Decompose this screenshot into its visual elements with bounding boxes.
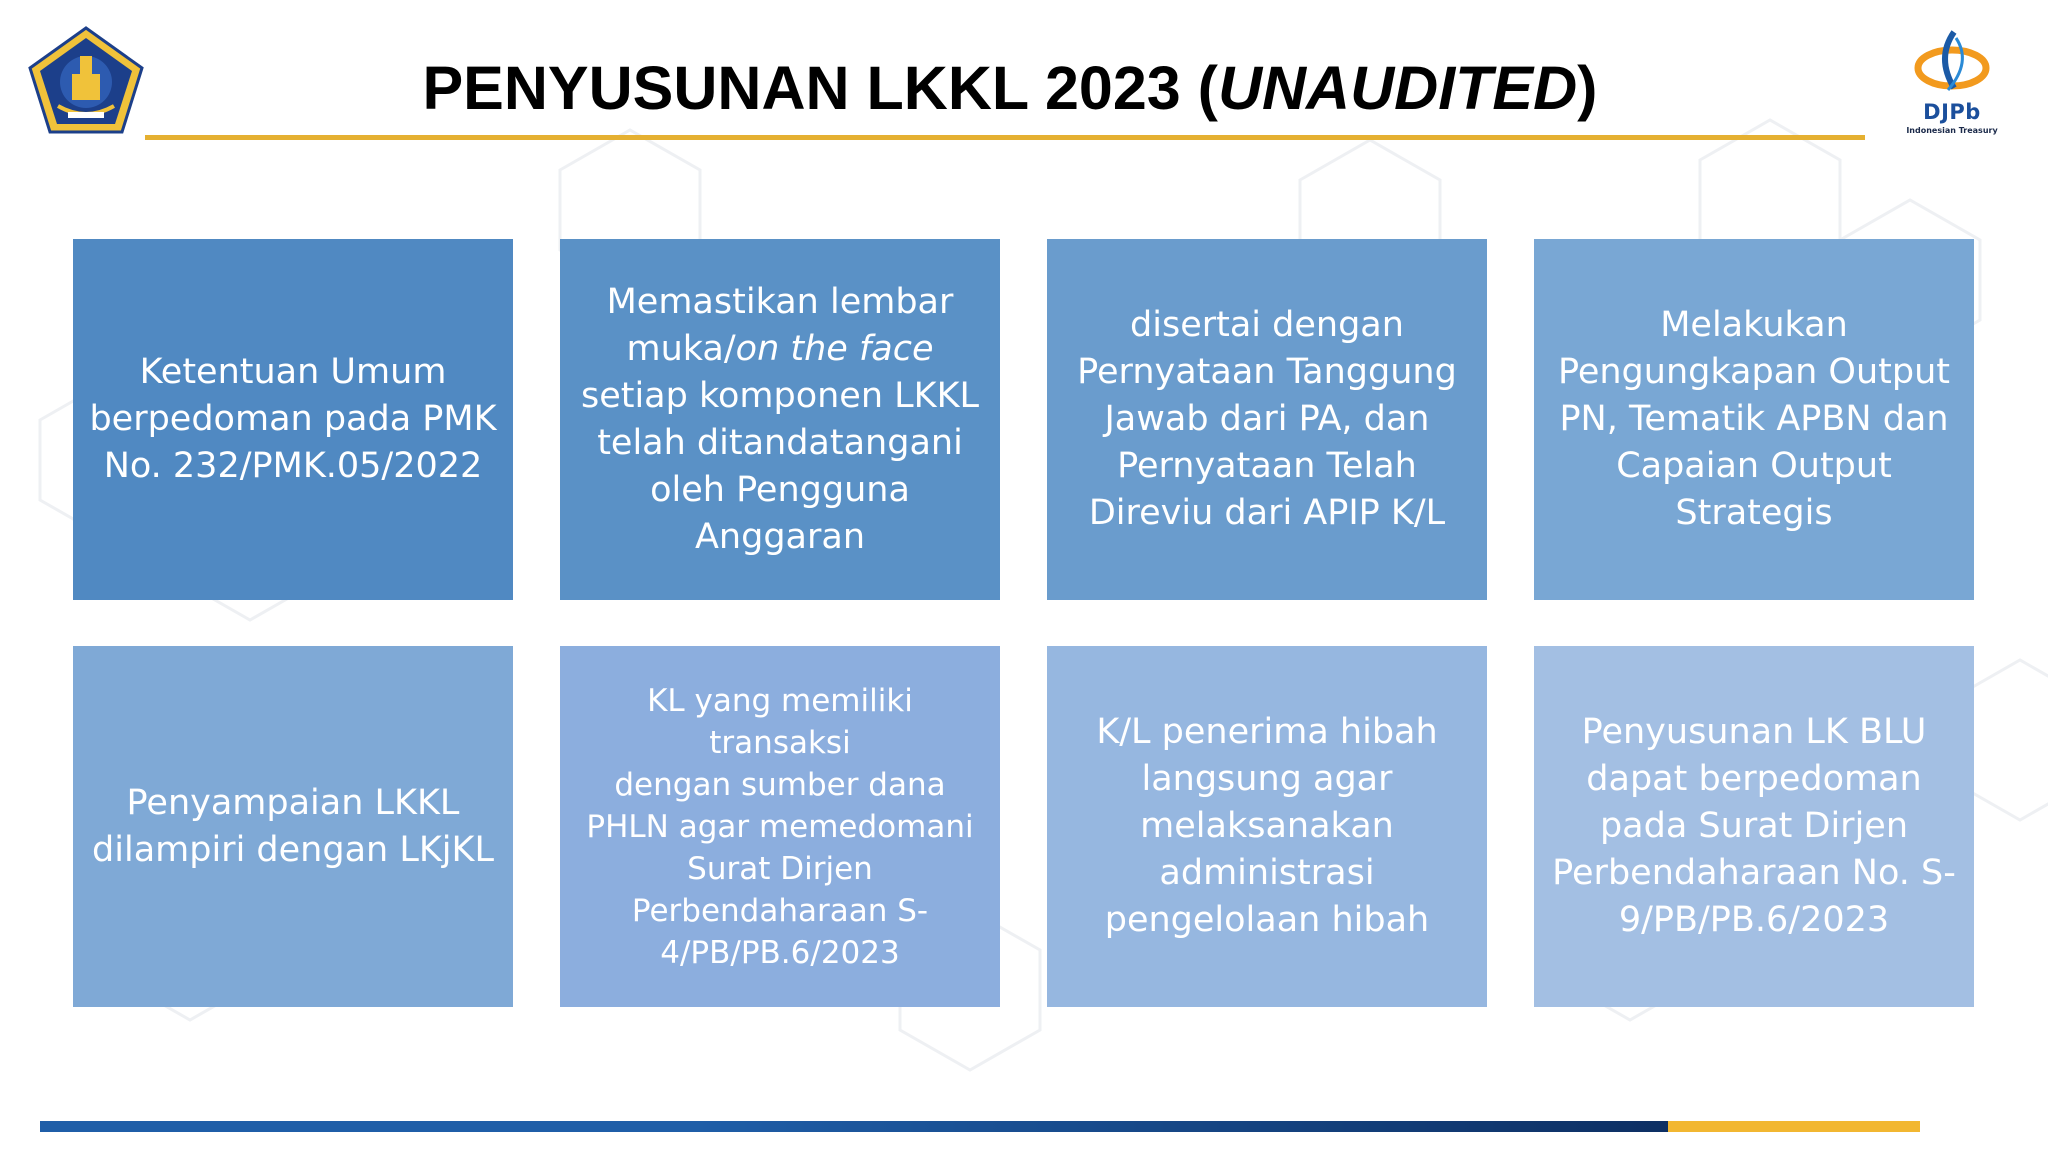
card-text-line: disertai dengan: [1130, 305, 1404, 345]
card-text-line: telah ditandatangani: [597, 422, 963, 463]
card-text-line: berpedoman pada PMK: [89, 399, 497, 439]
card-text-line: Perbendaharaan S-: [631, 892, 929, 929]
card-text-line: Ketentuan Umum: [139, 352, 447, 392]
card-text-line: PHLN agar memedomani: [586, 808, 974, 845]
footer-bar-gold: [1668, 1121, 1920, 1132]
kemenkeu-emblem-icon: [28, 26, 144, 134]
card-lk-blu: [1534, 646, 1974, 1007]
card-text-line: pada Surat Dirjen: [1599, 806, 1909, 846]
djpb-logo: [1896, 28, 2008, 138]
card-text-line: Pernyataan Tanggung: [1077, 352, 1457, 392]
card-text-line: Pernyataan Telah: [1117, 446, 1417, 486]
djpb-logo-subtext: Indonesian Treasury: [1906, 126, 1998, 135]
card-phln: [560, 646, 1000, 1007]
card-text-line: Pengungkapan Output: [1557, 352, 1951, 392]
card-text-line: PN, Tematik APBN dan: [1559, 399, 1949, 439]
card-text-line-mixed: [581, 326, 979, 373]
footer-bar-blue: [40, 1121, 1668, 1132]
card-text-line: dapat berpedoman: [1586, 759, 1922, 799]
card-text-line: Anggaran: [694, 516, 866, 557]
card-hibah-langsung: [1047, 646, 1487, 1007]
card-penyampaian-lkkl: [73, 646, 513, 1007]
card-text-line: Strategis: [1675, 493, 1833, 533]
card-text-line: administrasi: [1159, 853, 1375, 893]
djpb-logo-icon: [1896, 28, 2008, 98]
card-text-line: Surat Dirjen: [687, 850, 873, 887]
card-text-line: pengelolaan hibah: [1104, 900, 1430, 940]
card-text-line: K/L penerima hibah: [1096, 712, 1438, 752]
card-text-line: No. 232/PMK.05/2022: [103, 446, 483, 486]
card-lembar-muka: [560, 239, 1000, 600]
card-text-line: Capaian Output: [1616, 446, 1892, 486]
card-text-line: 4/PB/PB.6/2023: [660, 934, 900, 971]
djpb-logo-text: DJPb: [1923, 100, 1981, 124]
card-text-line: Penyusunan LK BLU: [1581, 712, 1927, 752]
slide-title: [150, 52, 1870, 124]
card-text-line: langsung agar: [1141, 759, 1393, 799]
card-text-line: 9/PB/PB.6/2023: [1618, 900, 1890, 940]
card-text-line: KL yang memiliki transaksi: [647, 682, 913, 761]
card-ketentuan-umum: [73, 239, 513, 600]
slide-title-main: PENYUSUNAN LKKL 2023 (: [422, 54, 1218, 122]
card-text-line: Jawab dari PA, dan: [1104, 399, 1430, 439]
card-text-prefix: muka/: [626, 328, 736, 369]
card-text-line: Memastikan lembar: [606, 281, 954, 322]
card-text-line: Melakukan: [1660, 305, 1848, 345]
card-text-line: Penyampaian LKKL: [126, 782, 460, 823]
card-text-line: Direviu dari APIP K/L: [1088, 493, 1446, 533]
card-text-line: dengan sumber dana: [614, 766, 946, 803]
card-pernyataan-tanggung-jawab: [1047, 239, 1487, 600]
card-pengungkapan-output: [1534, 239, 1974, 600]
slide-title-italic: UNAUDITED: [1217, 54, 1578, 122]
card-text-line: melaksanakan: [1140, 806, 1394, 846]
card-text-line: oleh Pengguna: [650, 469, 910, 510]
card-text-line: dilampiri dengan LKjKL: [92, 829, 494, 870]
title-underline: [145, 135, 1865, 140]
slide-title-end: ): [1577, 54, 1598, 122]
card-text-line: Perbendaharaan No. S-: [1552, 853, 1956, 893]
card-text-italic: on the face: [735, 328, 934, 369]
card-text-line: setiap komponen LKKL: [580, 375, 980, 416]
